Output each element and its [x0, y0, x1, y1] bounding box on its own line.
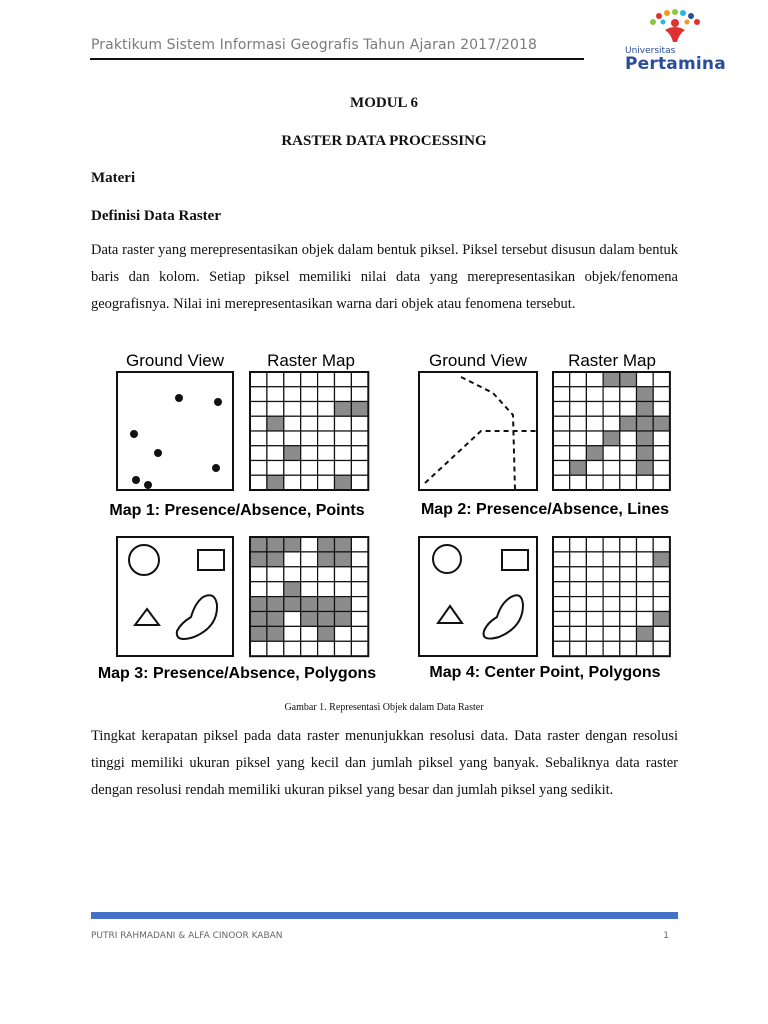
raster-cell-empty [351, 612, 368, 627]
raster-cell-empty [351, 431, 368, 446]
ground-view-label-1: Ground View [126, 351, 224, 370]
running-header: Praktikum Sistem Informasi Geografis Tahun Ajaran 2017/2018 [91, 37, 538, 53]
raster-cell-empty [653, 475, 670, 490]
raster-cell-empty [603, 597, 620, 612]
raster-cell-filled [586, 446, 603, 461]
raster-cell-empty [570, 597, 587, 612]
raster-cell-filled [318, 597, 335, 612]
raster-cell-empty [603, 402, 620, 417]
raster-cell-empty [318, 461, 335, 476]
header-rule [90, 58, 584, 60]
raster-cell-empty [301, 416, 318, 431]
raster-cell-empty [267, 387, 284, 402]
raster-cell-empty [267, 461, 284, 476]
raster-cell-empty [318, 431, 335, 446]
raster-cell-empty [553, 567, 570, 582]
raster-cell-filled [250, 597, 267, 612]
raster-cell-empty [318, 475, 335, 490]
raster-cell-empty [284, 416, 301, 431]
raster-cell-empty [570, 582, 587, 597]
map4-raster-grid [553, 537, 670, 656]
raster-cell-empty [284, 461, 301, 476]
raster-cell-filled [637, 416, 654, 431]
raster-cell-filled [250, 552, 267, 567]
raster-cell-empty [250, 431, 267, 446]
raster-cell-filled [250, 626, 267, 641]
raster-cell-empty [620, 597, 637, 612]
raster-cell-filled [284, 446, 301, 461]
raster-cell-empty [553, 475, 570, 490]
raster-cell-empty [250, 582, 267, 597]
raster-cell-empty [653, 402, 670, 417]
raster-cell-empty [351, 461, 368, 476]
raster-figure-svg [91, 335, 678, 692]
raster-cell-empty [284, 402, 301, 417]
raster-cell-empty [586, 372, 603, 387]
raster-cell-empty [620, 641, 637, 656]
raster-cell-empty [351, 567, 368, 582]
raster-cell-empty [351, 552, 368, 567]
map1-point [212, 464, 220, 472]
raster-cell-empty [570, 387, 587, 402]
raster-cell-filled [637, 461, 654, 476]
section-heading: Materi [91, 170, 136, 186]
raster-cell-empty [637, 537, 654, 552]
raster-cell-empty [570, 446, 587, 461]
raster-cell-empty [351, 597, 368, 612]
raster-cell-filled [653, 612, 670, 627]
raster-cell-empty [570, 612, 587, 627]
raster-cell-filled [637, 402, 654, 417]
raster-cell-empty [250, 387, 267, 402]
raster-cell-empty [301, 461, 318, 476]
raster-cell-empty [250, 641, 267, 656]
raster-cell-empty [570, 431, 587, 446]
raster-cell-filled [653, 552, 670, 567]
raster-cell-empty [570, 402, 587, 417]
raster-cell-empty [620, 612, 637, 627]
raster-cell-filled [267, 552, 284, 567]
raster-cell-empty [553, 612, 570, 627]
raster-cell-empty [250, 402, 267, 417]
raster-cell-empty [586, 641, 603, 656]
raster-cell-empty [301, 475, 318, 490]
raster-cell-empty [637, 567, 654, 582]
raster-cell-filled [318, 626, 335, 641]
raster-cell-empty [351, 626, 368, 641]
raster-cell-empty [301, 641, 318, 656]
raster-cell-empty [603, 387, 620, 402]
map4-title: Map 4: Center Point, Polygons [429, 664, 661, 681]
raster-cell-empty [301, 446, 318, 461]
raster-cell-empty [267, 402, 284, 417]
raster-cell-empty [570, 416, 587, 431]
raster-cell-empty [250, 461, 267, 476]
raster-cell-filled [620, 416, 637, 431]
raster-cell-empty [335, 446, 352, 461]
raster-cell-empty [250, 475, 267, 490]
raster-cell-empty [620, 567, 637, 582]
raster-cell-filled [267, 612, 284, 627]
raster-cell-filled [637, 446, 654, 461]
map1-point [144, 481, 152, 489]
raster-cell-empty [335, 372, 352, 387]
raster-cell-empty [284, 552, 301, 567]
raster-cell-empty [335, 567, 352, 582]
raster-cell-empty [586, 387, 603, 402]
raster-cell-empty [653, 461, 670, 476]
raster-cell-empty [570, 475, 587, 490]
raster-cell-empty [267, 446, 284, 461]
raster-cell-empty [351, 372, 368, 387]
raster-cell-empty [586, 552, 603, 567]
raster-cell-empty [620, 537, 637, 552]
raster-cell-empty [586, 612, 603, 627]
raster-cell-filled [250, 537, 267, 552]
raster-cell-filled [637, 431, 654, 446]
figure-caption: Gambar 1. Representasi Objek dalam Data Raster [284, 702, 484, 713]
raster-cell-empty [553, 402, 570, 417]
raster-cell-empty [301, 537, 318, 552]
map1-point [175, 394, 183, 402]
subsection-heading: Definisi Data Raster [91, 208, 221, 224]
raster-cell-empty [351, 475, 368, 490]
raster-cell-empty [653, 626, 670, 641]
raster-cell-empty [301, 402, 318, 417]
raster-cell-empty [620, 446, 637, 461]
raster-cell-empty [637, 372, 654, 387]
raster-cell-empty [250, 372, 267, 387]
raster-cell-filled [637, 387, 654, 402]
raster-cell-filled [284, 597, 301, 612]
module-title: RASTER DATA PROCESSING [281, 133, 487, 149]
logo-figure-icon [619, 8, 719, 48]
raster-cell-empty [620, 402, 637, 417]
raster-cell-empty [570, 567, 587, 582]
raster-cell-empty [301, 431, 318, 446]
map1-raster-grid [250, 372, 368, 490]
raster-cell-empty [620, 387, 637, 402]
raster-cell-empty [603, 537, 620, 552]
raster-cell-empty [653, 641, 670, 656]
raster-cell-filled [267, 597, 284, 612]
raster-cell-empty [301, 387, 318, 402]
footer-rule [91, 912, 678, 919]
raster-cell-empty [603, 552, 620, 567]
raster-cell-empty [335, 416, 352, 431]
raster-cell-empty [318, 372, 335, 387]
university-logo [619, 8, 726, 80]
raster-cell-empty [603, 446, 620, 461]
raster-cell-filled [620, 372, 637, 387]
paragraph-definition: Data raster yang merepresentasikan objek dalam bentuk piksel. Piksel tersebut disusun dalam bentuk baris dan kolom. Setiap piksel memiliki nilai data yang merepresentasikan objek/fenomena geografisnya. Nilai ini merepresentasikan warna dari objek atau fenomena tersebut. [91, 242, 678, 312]
raster-cell-empty [250, 567, 267, 582]
raster-cell-empty [603, 475, 620, 490]
raster-cell-empty [620, 582, 637, 597]
map1-point [132, 476, 140, 484]
raster-cell-empty [603, 461, 620, 476]
raster-cell-empty [267, 372, 284, 387]
raster-cell-empty [351, 446, 368, 461]
raster-cell-empty [620, 475, 637, 490]
raster-cell-empty [653, 446, 670, 461]
raster-cell-filled [301, 612, 318, 627]
raster-cell-empty [267, 431, 284, 446]
raster-cell-empty [301, 567, 318, 582]
raster-cell-empty [301, 372, 318, 387]
raster-cell-empty [284, 475, 301, 490]
raster-cell-empty [318, 567, 335, 582]
paragraph-resolution: Tingkat kerapatan piksel pada data raster menunjukkan resolusi data. Data raster dengan resolusi tinggi memiliki ukuran piksel yang kecil dan jumlah piksel yang banyak. Sebaliknya data raster dengan resolusi rendah memiliki ukuran piksel yang besar dan jumlah piksel yang sedikit. [91, 728, 678, 798]
raster-cell-empty [637, 552, 654, 567]
raster-cell-empty [586, 626, 603, 641]
raster-cell-empty [620, 431, 637, 446]
raster-cell-empty [318, 402, 335, 417]
logo-text-pertamina: Pertamina [625, 54, 726, 74]
raster-cell-empty [335, 461, 352, 476]
raster-cell-empty [586, 567, 603, 582]
raster-cell-empty [586, 537, 603, 552]
raster-cell-empty [553, 552, 570, 567]
raster-cell-empty [586, 431, 603, 446]
raster-cell-empty [351, 387, 368, 402]
raster-cell-empty [284, 567, 301, 582]
raster-cell-filled [318, 537, 335, 552]
raster-cell-empty [553, 431, 570, 446]
raster-cell-empty [351, 537, 368, 552]
raster-cell-filled [284, 582, 301, 597]
raster-cell-empty [603, 626, 620, 641]
raster-cell-empty [553, 597, 570, 612]
raster-cell-filled [318, 612, 335, 627]
raster-cell-empty [570, 537, 587, 552]
raster-cell-filled [335, 402, 352, 417]
raster-cell-empty [603, 567, 620, 582]
raster-cell-filled [335, 612, 352, 627]
raster-cell-empty [553, 372, 570, 387]
raster-cell-filled [335, 597, 352, 612]
raster-cell-empty [284, 431, 301, 446]
raster-cell-empty [284, 626, 301, 641]
raster-cell-empty [553, 446, 570, 461]
raster-cell-empty [351, 416, 368, 431]
map2-raster-grid [553, 372, 670, 490]
raster-cell-filled [267, 537, 284, 552]
raster-cell-empty [603, 641, 620, 656]
map3-raster-grid [250, 537, 368, 656]
raster-cell-filled [284, 537, 301, 552]
raster-cell-empty [653, 582, 670, 597]
raster-cell-empty [267, 567, 284, 582]
raster-cell-empty [553, 416, 570, 431]
raster-cell-empty [653, 372, 670, 387]
raster-cell-empty [653, 387, 670, 402]
footer-authors: PUTRI RAHMADANI & ALFA CINOOR KABAN [91, 931, 283, 941]
raster-cell-empty [335, 626, 352, 641]
module-number: MODUL 6 [350, 95, 418, 111]
raster-cell-filled [267, 626, 284, 641]
raster-cell-empty [586, 582, 603, 597]
raster-cell-empty [301, 626, 318, 641]
raster-cell-filled [250, 612, 267, 627]
raster-cell-empty [318, 387, 335, 402]
raster-cell-empty [620, 552, 637, 567]
raster-cell-empty [570, 372, 587, 387]
raster-cell-filled [603, 431, 620, 446]
raster-cell-empty [250, 416, 267, 431]
raster-cell-empty [267, 641, 284, 656]
raster-cell-empty [351, 582, 368, 597]
raster-cell-empty [250, 446, 267, 461]
map2-title: Map 2: Presence/Absence, Lines [420, 501, 670, 518]
raster-cell-filled [637, 626, 654, 641]
raster-cell-empty [318, 446, 335, 461]
ground-view-label-2: Ground View [429, 351, 527, 370]
raster-cell-empty [570, 552, 587, 567]
raster-cell-empty [603, 612, 620, 627]
raster-cell-empty [351, 641, 368, 656]
raster-cell-empty [553, 387, 570, 402]
raster-cell-empty [335, 641, 352, 656]
raster-cell-empty [653, 597, 670, 612]
raster-cell-filled [335, 537, 352, 552]
logo-text-universitas: Universitas [625, 46, 676, 56]
raster-cell-empty [620, 626, 637, 641]
raster-cell-empty [318, 416, 335, 431]
raster-cell-empty [653, 567, 670, 582]
raster-map-label-1: Raster Map [267, 351, 355, 370]
raster-cell-filled [603, 372, 620, 387]
raster-cell-empty [620, 461, 637, 476]
raster-cell-empty [553, 537, 570, 552]
raster-cell-empty [553, 641, 570, 656]
raster-cell-filled [301, 597, 318, 612]
raster-cell-empty [284, 372, 301, 387]
raster-cell-empty [267, 582, 284, 597]
raster-cell-empty [586, 416, 603, 431]
raster-cell-empty [553, 582, 570, 597]
raster-cell-empty [586, 461, 603, 476]
raster-cell-empty [603, 582, 620, 597]
raster-cell-empty [637, 641, 654, 656]
raster-cell-empty [570, 641, 587, 656]
map1-point [154, 449, 162, 457]
map1-point [130, 430, 138, 438]
raster-cell-empty [586, 402, 603, 417]
raster-cell-empty [637, 475, 654, 490]
raster-cell-filled [335, 475, 352, 490]
raster-cell-empty [284, 387, 301, 402]
raster-cell-empty [335, 387, 352, 402]
raster-cell-empty [284, 641, 301, 656]
raster-cell-filled [335, 552, 352, 567]
raster-cell-filled [570, 461, 587, 476]
raster-cell-empty [335, 431, 352, 446]
raster-map-label-2: Raster Map [568, 351, 656, 370]
raster-cell-empty [301, 552, 318, 567]
raster-cell-empty [653, 537, 670, 552]
raster-cell-empty [637, 612, 654, 627]
raster-cell-empty [586, 597, 603, 612]
raster-cell-empty [553, 461, 570, 476]
raster-cell-empty [553, 626, 570, 641]
raster-cell-empty [586, 475, 603, 490]
map1-point [214, 398, 222, 406]
raster-cell-empty [318, 641, 335, 656]
raster-cell-empty [284, 612, 301, 627]
raster-cell-empty [318, 582, 335, 597]
raster-cell-filled [267, 416, 284, 431]
raster-figure [91, 335, 678, 692]
raster-cell-empty [603, 416, 620, 431]
raster-cell-empty [653, 431, 670, 446]
page-number: 1 [663, 931, 669, 941]
raster-cell-empty [335, 582, 352, 597]
raster-cell-filled [351, 402, 368, 417]
raster-cell-filled [653, 416, 670, 431]
raster-cell-filled [267, 475, 284, 490]
map3-title: Map 3: Presence/Absence, Polygons [97, 665, 377, 682]
raster-cell-empty [570, 626, 587, 641]
raster-cell-empty [637, 597, 654, 612]
raster-cell-empty [637, 582, 654, 597]
raster-cell-filled [318, 552, 335, 567]
map1-title: Map 1: Presence/Absence, Points [109, 502, 365, 519]
raster-cell-empty [301, 582, 318, 597]
